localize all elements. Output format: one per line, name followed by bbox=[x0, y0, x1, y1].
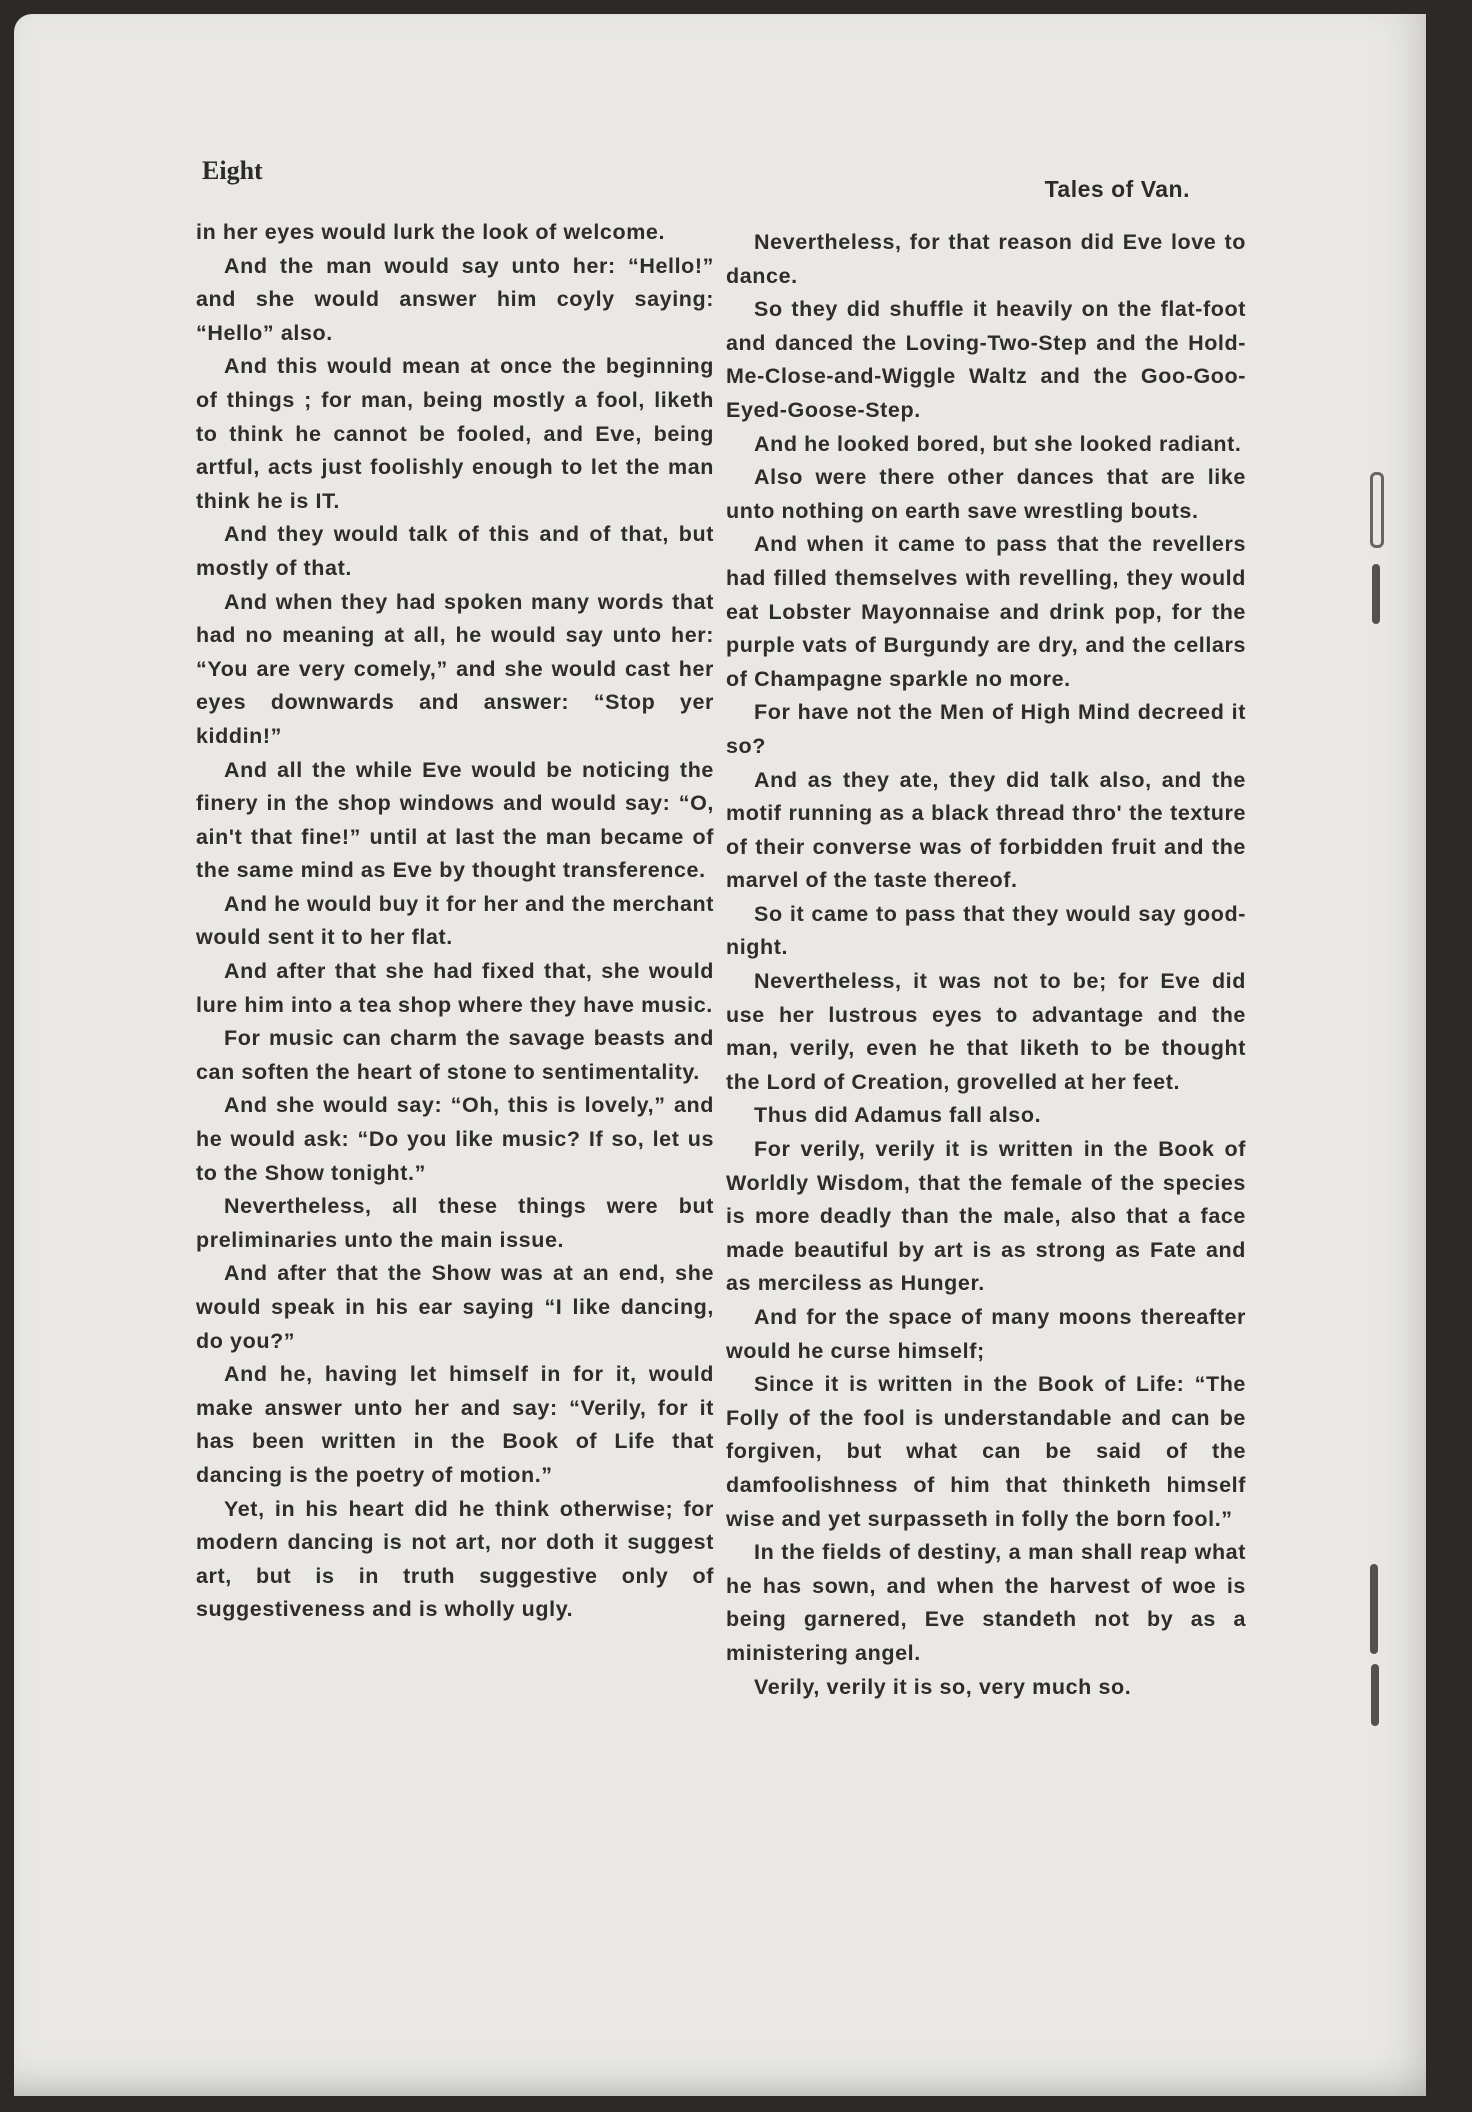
staple-binding bbox=[1366, 454, 1384, 1734]
paragraph: Also were there other dances that are like unto nothing on earth save wrestling bouts. bbox=[726, 465, 1246, 523]
paragraph: And when it came to pass that the revellers had filled themselves with revelling, they would eat Lobster Mayonnaise and drink pop, for the purple vats of Burgundy are dry, and the cellars of Champagne sparkle no more. bbox=[726, 532, 1246, 691]
book-page bbox=[14, 14, 1426, 2096]
staple-mark bbox=[1370, 1564, 1378, 1654]
paragraph: Verily, verily it is so, very much so. bbox=[754, 1674, 1132, 1699]
paragraph: And she would say: “Oh, this is lovely,” and he would ask: “Do you like music? If so, let us to the Show tonight.” bbox=[196, 1093, 714, 1185]
page-header bbox=[202, 156, 1190, 202]
paragraph: For verily, verily it is written in the Book of Worldly Wisdom, that the female of the species is more deadly than the male, also that a face made beautiful by art is as strong as Fate and as merciless as Hunger. bbox=[726, 1137, 1246, 1296]
paragraph: And he would buy it for her and the merchant would sent it to her flat. bbox=[196, 891, 714, 950]
paragraph: In the fields of destiny, a man shall reap what he has sown, and when the harvest of woe is being garnered, Eve standeth not by as a ministering angel. bbox=[726, 1540, 1246, 1665]
paragraph: And this would mean at once the beginning of things ; for man, being mostly a fool, liketh to think he cannot be fooled, and Eve, being artful, acts just foolishly enough to let the man think he is IT. bbox=[196, 354, 714, 513]
left-text-column bbox=[196, 216, 714, 1627]
paragraph: For have not the Men of High Mind decreed it so? bbox=[726, 700, 1246, 758]
paragraph: And he, having let himself in for it, would make answer unto her and say: “Verily, for it has been written in the Book of Life that dancing is the poetry of motion.” bbox=[196, 1362, 714, 1487]
paragraph: And they would talk of this and of that, but mostly of that. bbox=[196, 522, 714, 580]
right-text-column bbox=[726, 226, 1246, 1704]
paragraph: Yet, in his heart did he think otherwise; for modern dancing is not art, nor doth it suggest art, but is in truth suggestive only of suggestiveness and is wholly ugly. bbox=[196, 1496, 714, 1622]
paragraph: Thus did Adamus fall also. bbox=[754, 1103, 1042, 1128]
paragraph: Since it is written in the Book of Life: “The Folly of the fool is understandable and can be forgiven, but what can be said of the damfoolishness of him that thinketh himself wise and yet surpasseth in folly the born fool.” bbox=[726, 1372, 1246, 1531]
paragraph: Nevertheless, for that reason did Eve love to dance. bbox=[726, 230, 1246, 288]
staple-mark bbox=[1372, 564, 1380, 624]
paragraph: And he looked bored, but she looked radiant. bbox=[754, 431, 1242, 456]
paragraph: For music can charm the savage beasts and can soften the heart of stone to sentimentality. bbox=[196, 1026, 714, 1084]
paragraph: And after that the Show was at an end, she would speak in his ear saying “I like dancing, do you?” bbox=[196, 1261, 714, 1353]
paragraph: So it came to pass that they would say good-night. bbox=[726, 901, 1246, 960]
staple-mark bbox=[1371, 1664, 1379, 1726]
paragraph: And for the space of many moons thereafter would he curse himself; bbox=[726, 1305, 1246, 1363]
paragraph: And as they ate, they did talk also, and the motif running as a black thread thro' the texture of their converse was of forbidden fruit and the marvel of the taste thereof. bbox=[726, 767, 1246, 893]
paragraph: And the man would say unto her: “Hello!” and she would answer him coyly saying: “Hello” also. bbox=[196, 253, 714, 345]
paragraph: Nevertheless, all these things were but preliminaries unto the main issue. bbox=[196, 1194, 714, 1252]
paragraph: And when they had spoken many words that had no meaning at all, he would say unto her: “You are very comely,” and she would cast her eyes downwards and answer: “Stop yer kiddin!” bbox=[196, 589, 714, 748]
staple-mark bbox=[1370, 472, 1384, 548]
running-title: Tales of Van. bbox=[1044, 176, 1190, 202]
paragraph: Nevertheless, it was not to be; for Eve did use her lustrous eyes to advantage and the man, verily, even he that liketh to be thought the Lord of Creation, grovelled at her feet. bbox=[726, 969, 1246, 1094]
page-number: Eight bbox=[202, 156, 263, 185]
paragraph: And after that she had fixed that, she would lure him into a tea shop where they have music. bbox=[196, 959, 714, 1017]
paragraph: And all the while Eve would be noticing the finery in the shop windows and would say: “O, ain't that fine!” until at last the man became of the same mind as Eve by thought transference. bbox=[196, 757, 714, 883]
paragraph: in her eyes would lurk the look of welcome. bbox=[196, 220, 666, 244]
paragraph: So they did shuffle it heavily on the flat-foot and danced the Loving-Two-Step and the Hold-Me-Close-and-Wiggle Waltz and the Goo-Goo-Eyed-Goose-Step. bbox=[726, 297, 1246, 422]
